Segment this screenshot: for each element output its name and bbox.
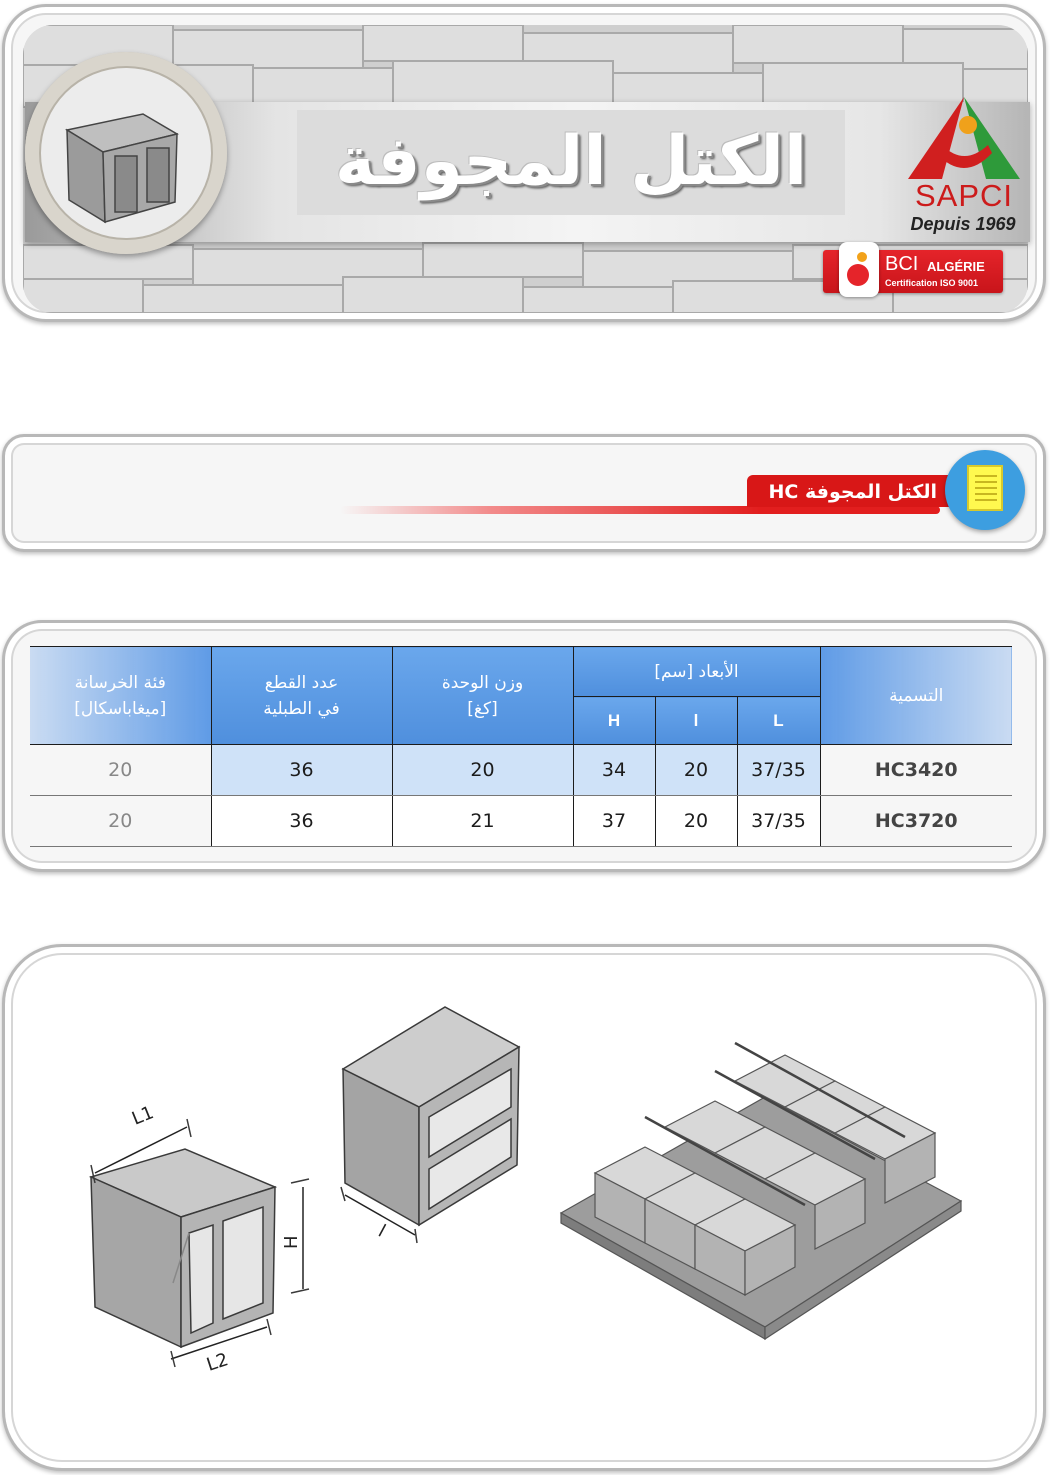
spec-table xyxy=(30,646,1012,847)
cell-H: 34 xyxy=(573,745,655,796)
cell-pieces: 36 xyxy=(211,745,392,796)
header-pieces-line2: في الطبلية xyxy=(263,698,340,719)
cell-l: 20 xyxy=(655,796,737,847)
cell-weight: 21 xyxy=(392,796,573,847)
label-L2: L2 xyxy=(204,1349,231,1376)
header-pieces-line1: عدد القطع xyxy=(264,672,339,693)
label-H: H xyxy=(281,1235,302,1249)
banner-title: الكتل المجوفة xyxy=(334,122,808,201)
brand-since: Depuis 1969 xyxy=(910,214,1016,234)
hollow-block-icon xyxy=(25,52,227,254)
header-dimensions: الأبعاد [سم] xyxy=(573,647,820,697)
section-underline xyxy=(340,506,940,514)
brand-name: SAPCI xyxy=(914,178,1014,213)
dimensioned-block-drawing xyxy=(91,1119,309,1367)
cell-L: 37/35 xyxy=(737,796,820,847)
header-weight-line2: [كغ] xyxy=(467,698,498,719)
cell-designation: HC3720 xyxy=(820,796,1012,847)
header-dim-l: l xyxy=(655,697,737,745)
header-concrete-line2: [ميغاباسكال] xyxy=(74,698,167,719)
header-concrete-class xyxy=(30,647,211,745)
cell-pieces: 36 xyxy=(211,796,392,847)
header-weight-line1: وزن الوحدة xyxy=(441,672,524,693)
header-designation: التسمية xyxy=(820,647,1012,745)
floor-assembly-drawing xyxy=(561,1043,961,1339)
label-l: l xyxy=(374,1220,389,1242)
cell-l: 20 xyxy=(655,745,737,796)
table-row xyxy=(30,745,1012,796)
document-icon xyxy=(967,465,1003,511)
cell-L: 37/35 xyxy=(737,745,820,796)
header-concrete-line1: فئة الخرسانة xyxy=(74,672,166,693)
header-unit-weight xyxy=(392,647,573,745)
section-title: الكتل المجوفة HC xyxy=(768,481,937,503)
bci-logo-icon xyxy=(839,242,879,297)
drawings-panel xyxy=(2,944,1046,1471)
cell-designation: HC3420 xyxy=(820,745,1012,796)
cell-H: 37 xyxy=(573,796,655,847)
upright-block-drawing xyxy=(341,1007,519,1243)
header-pieces xyxy=(211,647,392,745)
cell-weight: 20 xyxy=(392,745,573,796)
cert-brand: BCI xyxy=(885,253,919,275)
header-dim-L: L xyxy=(737,697,820,745)
header-dim-H: H xyxy=(573,697,655,745)
table-row xyxy=(30,796,1012,847)
cert-country: ALGÉRIE xyxy=(927,259,985,274)
cert-text: Certification ISO 9001 xyxy=(885,278,979,288)
sapci-logo-icon xyxy=(902,95,1026,181)
certification-badge xyxy=(823,250,1003,293)
cell-concrete: 20 xyxy=(30,796,211,847)
cell-concrete: 20 xyxy=(30,745,211,796)
label-L1: L1 xyxy=(129,1102,157,1130)
